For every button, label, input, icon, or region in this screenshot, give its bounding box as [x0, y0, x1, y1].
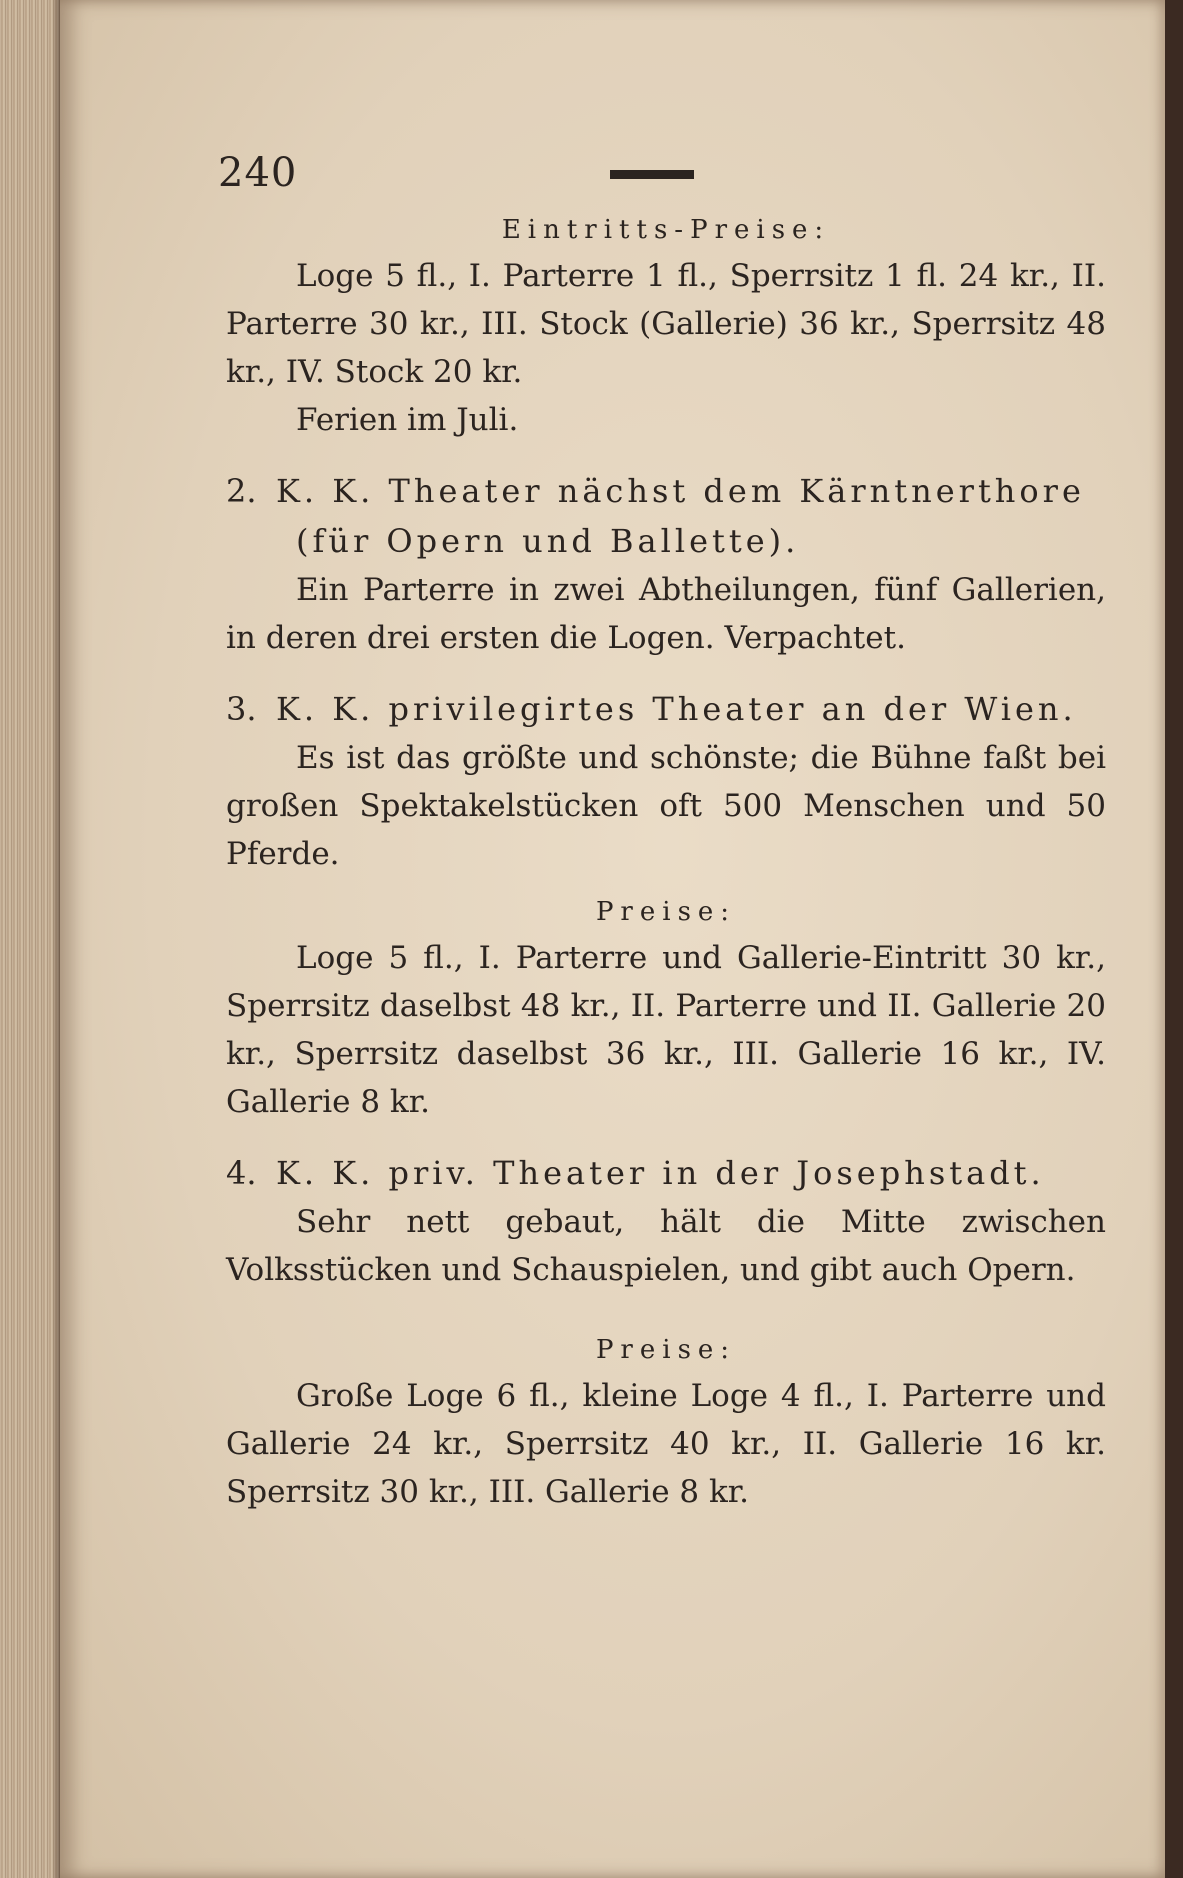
section-title-text: K. K. privilegirtes Theater an der Wien.	[276, 690, 1077, 728]
section-number: 3.	[226, 690, 257, 728]
prices-paragraph: Große Loge 6 fl., kleine Loge 4 fl., I. Parterre und Gallerie 24 kr., Sperrsitz 40 kr., II. Gallerie 16 kr. Sperrsitz 30 kr., III. Gallerie 8 kr.	[226, 1378, 1106, 1510]
section-paragraph: Sehr nett gebaut, hält die Mitte zwischen Volksstücken und Schauspielen, und gibt auch Opern.	[226, 1204, 1106, 1288]
prices-heading: Preise:	[595, 1335, 737, 1365]
book-cover-edge	[1165, 0, 1183, 1878]
prices-heading: Preise:	[595, 897, 737, 927]
page-number: 240	[218, 150, 298, 196]
prices-paragraph: Loge 5 fl., I. Parterre 1 fl., Sperrsitz 1 fl. 24 kr., II. Parterre 30 kr., III. Stock (Gallerie) 36 kr., Sperrsitz 48 kr., IV. Stock 20 kr.	[226, 258, 1106, 390]
section-title-text: K. K. priv. Theater in der Josephstadt.	[276, 1154, 1045, 1192]
section-title	[226, 1148, 1106, 1198]
holiday-note: Ferien im Juli.	[296, 402, 519, 438]
section-number: 2.	[226, 472, 257, 510]
header-rule	[610, 170, 694, 179]
section-title	[226, 684, 1106, 734]
section-title	[226, 466, 1106, 566]
section-number: 4.	[226, 1154, 257, 1192]
section-paragraph: Ein Parterre in zwei Abtheilungen, fünf Gallerien, in deren drei ersten die Logen. Verpachtet.	[226, 572, 1106, 656]
prices-paragraph: Loge 5 fl., I. Parterre und Gallerie-Eintritt 30 kr., Sperrsitz daselbst 48 kr., II. Parterre und II. Gallerie 20 kr., Sperrsitz daselbst 36 kr., III. Gallerie 16 kr., IV. Gallerie 8 kr.	[226, 940, 1106, 1120]
section-title-text: K. K. Theater nächst dem Kärntnerthore (für Opern und Ballette).	[276, 472, 1085, 560]
section-paragraph: Es ist das größte und schönste; die Bühne faßt bei großen Spektakelstücken oft 500 Menschen und 50 Pferde.	[226, 740, 1106, 872]
prices-heading: Eintritts-Preise:	[501, 215, 831, 245]
page-edges	[0, 0, 60, 1878]
page-text	[218, 150, 1106, 1516]
page-header	[218, 150, 1106, 208]
